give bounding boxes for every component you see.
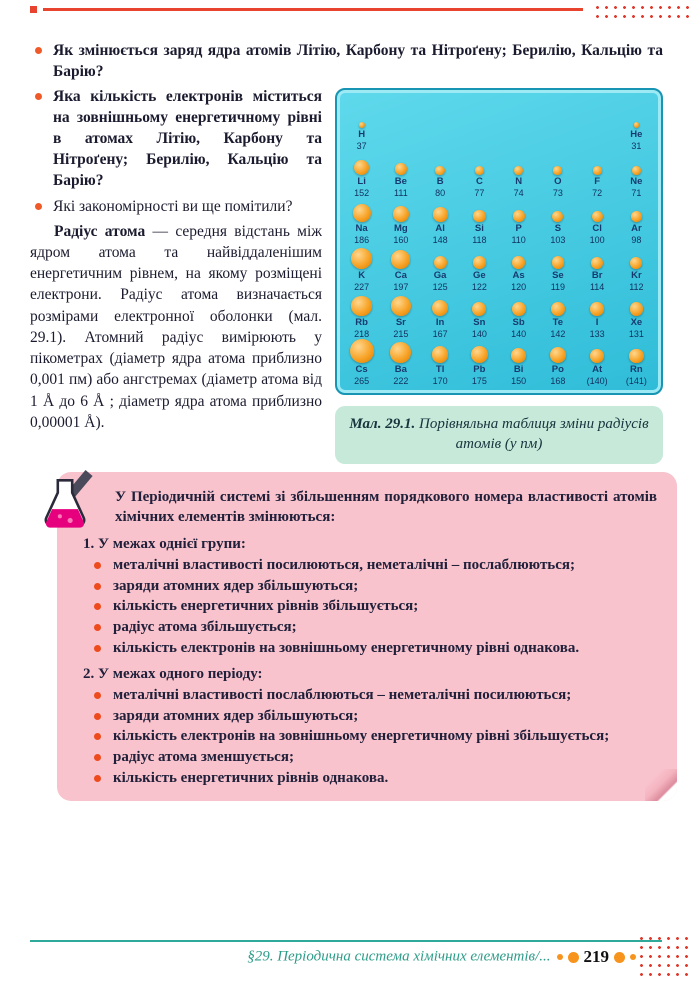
element-symbol: As — [512, 269, 525, 281]
element-symbol: S — [554, 222, 562, 234]
element-cell-At — [578, 340, 617, 387]
element-symbol: Ga — [433, 269, 447, 281]
figure-caption — [335, 406, 663, 464]
element-radius-value: 133 — [589, 328, 605, 339]
element-symbol: Ar — [631, 222, 642, 234]
question-item-1: Як змінюється заряд ядра атомів Літію, Карбону та Нітроґену; Берилію, Кальцію та Барію? — [30, 40, 663, 82]
element-cell-Sr — [381, 293, 420, 340]
element-radius-value: 118 — [472, 234, 487, 245]
atom-radius-circle — [590, 349, 604, 363]
element-cell-Br — [578, 246, 617, 293]
element-radius-value: 140 — [471, 328, 487, 339]
atom-radius-circle — [351, 296, 371, 316]
element-radius-value: 77 — [474, 187, 485, 198]
atom-radius-circle — [473, 256, 486, 269]
element-symbol: Ba — [394, 363, 407, 375]
element-radius-value: 120 — [511, 281, 527, 292]
element-symbol: Tl — [435, 363, 445, 375]
top-rule — [43, 8, 583, 11]
element-radius-value: 112 — [629, 281, 644, 292]
element-symbol: Rb — [355, 316, 368, 328]
element-cell-Se — [538, 246, 577, 293]
atom-radius-circle — [511, 348, 526, 363]
element-symbol: Kr — [631, 269, 642, 281]
atom-radius-circle — [590, 302, 604, 316]
element-cell-Xe — [617, 293, 656, 340]
infobox-item: кількість енергетичних рівнів однакова. — [83, 768, 657, 789]
element-radius-value: 265 — [354, 375, 370, 386]
element-symbol: At — [592, 363, 603, 375]
infobox-item: металічні властивості послаблюються – неметалічні посилюються; — [83, 685, 657, 706]
element-radius-value: 119 — [550, 281, 566, 292]
radius-paragraph-body: — середня відстань між ядром атома та найвіддаленішим енергетичним рівнем, на якому розміщені електрони. Радіус атома визначається розмірами електронної оболонки (мал. 29.1). Атомний радіус вимірюють у пікометрах (діаметр ядра атома приблизно 0,001 пм) або ангстремах (діаметр атома від 1 Å до 6 Å ; діаметр ядра атома приблизно 0,00001 Å). — [30, 222, 323, 431]
atom-radius-circle — [351, 248, 372, 269]
element-symbol: Te — [552, 316, 564, 328]
element-symbol: Sn — [473, 316, 486, 328]
infobox-item: радіус атома збільшується; — [83, 617, 657, 638]
element-cell-Ga — [421, 246, 460, 293]
element-radius-value: (141) — [625, 375, 647, 386]
infobox-item: кількість електронів на зовнішньому енергетичному рівні однакова. — [83, 638, 657, 659]
element-symbol: Be — [394, 175, 407, 187]
atom-radius-circle — [591, 257, 603, 269]
element-symbol: N — [515, 175, 523, 187]
infobox-item: кількість енергетичних рівнів збільшується; — [83, 596, 657, 617]
element-symbol: Cs — [355, 363, 368, 375]
element-radius-value: 197 — [393, 281, 409, 292]
element-symbol: Br — [591, 269, 603, 281]
atom-radius-circle — [391, 250, 410, 269]
element-symbol: I — [595, 316, 599, 328]
atom-radius-circle — [630, 302, 644, 316]
element-radius-value: 222 — [393, 375, 409, 386]
element-symbol: Si — [474, 222, 484, 234]
element-symbol: Sb — [512, 316, 525, 328]
element-cell-Pb — [460, 340, 499, 387]
atom-radius-circle — [630, 257, 642, 269]
element-symbol: P — [515, 222, 522, 234]
element-radius-value: 175 — [471, 375, 487, 386]
element-radius-value: 227 — [354, 281, 370, 292]
element-symbol: Na — [355, 222, 368, 234]
element-radius-value: 100 — [589, 234, 605, 245]
element-cell-Po — [538, 340, 577, 387]
page-content — [30, 40, 663, 801]
element-radius-value: 74 — [513, 187, 524, 198]
figure-caption-text: Порівняльна таблиця зміни радіусів атомів (у пм) — [415, 416, 649, 452]
footer-rule — [30, 940, 662, 942]
element-symbol: B — [436, 175, 444, 187]
element-cell-I — [578, 293, 617, 340]
page-number: 219 — [583, 947, 609, 966]
element-symbol: Xe — [630, 316, 643, 328]
element-radius-value: 186 — [354, 234, 370, 245]
infobox-item: заряди атомних ядер збільшуються; — [83, 576, 657, 597]
atom-radius-circle — [629, 349, 643, 363]
element-radius-value: 71 — [631, 187, 642, 198]
element-symbol: Ca — [394, 269, 407, 281]
element-radius-value: 111 — [394, 187, 408, 198]
top-right-dot-grid — [593, 3, 693, 20]
element-symbol: In — [435, 316, 445, 328]
element-radius-value: 110 — [511, 234, 526, 245]
element-symbol: C — [475, 175, 483, 187]
element-radius-value: (140) — [586, 375, 608, 386]
atom-radius-circle — [434, 256, 447, 269]
infobox-sections — [83, 534, 657, 788]
element-cell-In — [421, 293, 460, 340]
top-left-square-ornament — [30, 6, 37, 13]
infobox-section-title: 1. У межах однієї групи: — [83, 536, 246, 553]
question-item-3: Які закономірності ви ще помітили? — [30, 196, 663, 217]
element-symbol: Ge — [473, 269, 486, 281]
atom-radius-circle — [512, 302, 526, 316]
atom-radius-circle — [552, 256, 565, 269]
element-symbol: Rn — [630, 363, 643, 375]
element-radius-value: 80 — [435, 187, 446, 198]
infobox-list — [83, 685, 657, 788]
element-radius-value: 131 — [628, 328, 644, 339]
infobox-item: металічні властивості посилюються, неметалічні – послаблюються; — [83, 555, 657, 576]
element-cell-Ba — [381, 340, 420, 387]
infobox-item: заряди атомних ядер збільшуються; — [83, 706, 657, 727]
element-radius-value: 31 — [631, 140, 642, 151]
infobox-list — [83, 555, 657, 658]
element-radius-value: 150 — [511, 375, 527, 386]
footer-section-title: §29. Періодична система хімічних елементів/... — [247, 948, 551, 965]
element-symbol: Al — [435, 222, 445, 234]
element-radius-value: 167 — [432, 328, 448, 339]
element-symbol: Pb — [473, 363, 486, 375]
element-symbol: Li — [357, 175, 366, 187]
element-radius-value: 170 — [432, 375, 448, 386]
atom-radius-circle — [432, 300, 448, 316]
element-cell-Kr — [617, 246, 656, 293]
element-symbol: Sr — [395, 316, 406, 328]
element-cell-Te — [538, 293, 577, 340]
atom-radius-circle — [390, 342, 411, 363]
element-cell-K — [342, 246, 381, 293]
flask-pencil-icon — [29, 468, 101, 540]
element-symbol: Bi — [513, 363, 524, 375]
infobox-intro: У Періодичній системі зі збільшенням порядкового номера властивості атомів хімічних елементів змінюються: — [115, 488, 657, 526]
footer-dot-large-right — [614, 952, 625, 963]
radius-term: Радіус атома — [54, 222, 146, 240]
element-symbol: Se — [552, 269, 564, 281]
element-radius-value: 73 — [552, 187, 563, 198]
atom-radius-circle — [550, 347, 566, 363]
element-radius-value: 122 — [471, 281, 487, 292]
element-cell-Tl — [421, 340, 460, 387]
element-symbol: O — [554, 175, 562, 187]
element-symbol: H — [358, 128, 366, 140]
element-radius-value: 98 — [631, 234, 642, 245]
footer-dot-large-left — [568, 952, 579, 963]
element-radius-value: 103 — [550, 234, 566, 245]
element-symbol: Cl — [592, 222, 602, 234]
element-cell-Rn — [617, 340, 656, 387]
infobox-item: кількість електронів на зовнішньому енергетичному рівні збільшується; — [83, 726, 657, 747]
element-cell-Rb — [342, 293, 381, 340]
footer-dot-small-right — [630, 954, 636, 960]
element-radius-value: 152 — [354, 187, 370, 198]
element-radius-value: 218 — [354, 328, 370, 339]
element-cell-Sb — [499, 293, 538, 340]
element-radius-value: 37 — [356, 140, 367, 151]
element-cell-Sn — [460, 293, 499, 340]
element-cell-Bi — [499, 340, 538, 387]
element-radius-value: 160 — [393, 234, 409, 245]
element-radius-value: 140 — [511, 328, 527, 339]
atom-radius-circle — [512, 256, 525, 269]
footer — [30, 947, 638, 967]
element-cell-As — [499, 246, 538, 293]
element-radius-value: 142 — [550, 328, 566, 339]
atom-radius-circle — [432, 346, 449, 363]
footer-dot-small-left — [557, 954, 563, 960]
element-radius-value: 148 — [432, 234, 448, 245]
element-cell-Ge — [460, 246, 499, 293]
figure-caption-label: Мал. 29.1. — [349, 416, 416, 433]
atom-radius-circle — [471, 346, 488, 363]
element-cell-Ca — [381, 246, 420, 293]
infobox-item: радіус атома зменшується; — [83, 747, 657, 768]
element-symbol: Po — [551, 363, 564, 375]
atom-radius-circle — [391, 296, 411, 316]
element-radius-value: 168 — [550, 375, 566, 386]
atom-radius-circle — [551, 302, 565, 316]
element-symbol: Ne — [630, 175, 643, 187]
element-symbol: He — [630, 128, 643, 140]
element-cell-Cs — [342, 340, 381, 387]
atom-radius-circle — [472, 302, 486, 316]
atom-radius-circle — [350, 339, 374, 363]
element-radius-value: 215 — [393, 328, 409, 339]
question-item-2: Яка кількість електронів міститься на зовнішньому енергетичному рівні в атомах Літію, Карбону та Нітроґену; Берилію, Кальцію та Барію? — [30, 86, 663, 191]
element-symbol: K — [358, 269, 366, 281]
page-corner-fold — [645, 769, 677, 801]
element-symbol: Mg — [394, 222, 408, 234]
summary-infobox — [57, 472, 677, 802]
element-radius-value: 72 — [592, 187, 603, 198]
element-symbol: F — [594, 175, 601, 187]
element-radius-value: 114 — [589, 281, 605, 292]
infobox-section-title: 2. У межах одного періоду: — [83, 666, 263, 683]
element-radius-value: 125 — [432, 281, 448, 292]
